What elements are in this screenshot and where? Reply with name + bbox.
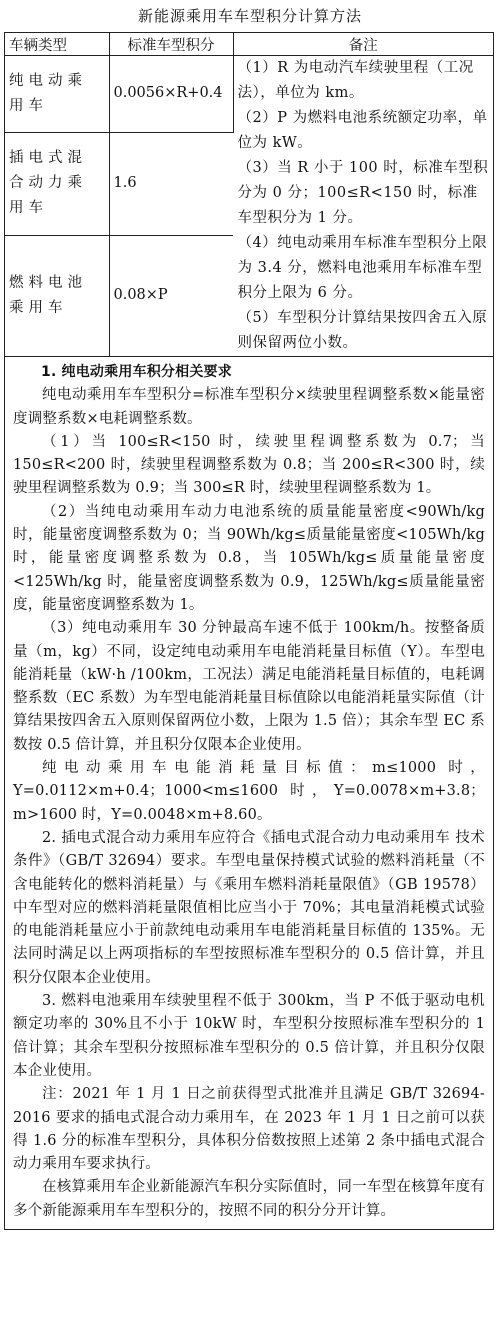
section-heading: 1. 纯电动乘用车积分相关要求 [41, 364, 232, 380]
note-item: （4）纯电动乘用车标准车型积分上限为 3.4 分，燃料电池乘用车标准车型积分上限为 6 分。 [237, 235, 488, 301]
vehicle-type-cell: 燃料电池乘用车 [5, 235, 109, 356]
formula-cell: 1.6 [109, 132, 233, 235]
header-vehicle-type: 车辆类型 [5, 33, 109, 56]
document-frame [4, 32, 494, 1230]
body-paragraph: （1）当 100≤R<150 时，续驶里程调整系数为 0.7；当 150≤R<200 时，续驶里程调整系数为 0.8；当 200≤R<300 时，续驶里程调整系数为 0.9；当 300≤R 时，续驶里程调整系数为 1。 [13, 433, 485, 497]
body-paragraph: 2. 插电式混合动力乘用车应符合《插电式混合动力电动乘用车 技术条件》（GB/T 32694）要求。车型电量保持模式试验的燃料消耗量（不含电能转化的燃料消耗量）与《乘用车燃料消耗量限值》（GB 19578）中车型对应的燃料消耗量限值相比应当小于 70%；其电量消耗模式试验的电能消耗量应小于前款纯电动乘用车电能消耗量目标值的 135%。无法同时满足以上两项指标的车型按照标准车型积分的 0.5 倍计算，并且积分仅限本企业使用。 [13, 829, 485, 986]
body-paragraph: 在核算乘用车企业新能源汽车积分实际值时，同一车型在核算年度有多个新能源乘用车车型积分的，按照不同的积分分开计算。 [13, 1179, 485, 1219]
document-title: 新能源乘用车车型积分计算方法 [137, 7, 362, 25]
table-row [5, 56, 493, 133]
body-paragraph: 纯电动乘用车电能消耗量目标值：m≤1000 时，Y=0.0112×m+0.4；1000<m≤1600 时，Y=0.0078×m+3.8；m>1600 时，Y=0.0048×m+8.60。 [13, 760, 485, 823]
table-header-row [5, 33, 493, 56]
note-item: （1）R 为电动汽车续驶里程（工况法），单位为 km。 [237, 60, 474, 101]
body-paragraph: 3. 燃料电池乘用车续驶里程不低于 300km，当 P 不低于驱动电机额定功率的 30%且不小于 10kW 时，车型积分按照标准车型积分的 1 倍计算；其余车型积分按照标准车型积分的 0.5 倍计算，并且积分仅限本企业使用。 [13, 993, 485, 1079]
body-paragraph: （2）当纯电动乘用车动力电池系统的质量能量密度<90Wh/kg 时，能量密度调整系数为 0；当 90Wh/kg≤质量能量密度<105Wh/kg 时，能量密度调整系数为 0.8，当 105Wh/kg≤质量能量密度<125Wh/kg 时，能量密度调整系数为 0.9，125Wh/kg≤质量能量密度，能量密度调整系数为 1。 [13, 503, 485, 613]
body-paragraph: 注：2021 年 1 月 1 日之前获得型式批准并且满足 GB/T 32694-2016 要求的插电式混合动力乘用车，在 2023 年 1 月 1 日之前可以获得 1.6 分的标准车型积分，具体积分倍数按照上述第 2 条中插电式混合动力乘用车要求执行。 [13, 1086, 485, 1173]
header-standard-points: 标准车型积分 [109, 33, 233, 56]
points-table [5, 33, 493, 357]
note-item: （3）当 R 小于 100 时，标准车型积分为 0 分；100≤R<150 时，标准车型积分为 1 分。 [237, 160, 489, 226]
header-notes: 备注 [233, 33, 493, 56]
formula-cell: 0.0056×R+0.4 [109, 56, 233, 133]
note-item: （2）P 为燃料电池系统额定功率，单位为 kW。 [237, 110, 488, 151]
formula-cell: 0.08×P [109, 235, 233, 356]
note-item: （5）车型积分计算结果按四舍五入原则保留两位小数。 [237, 310, 488, 351]
vehicle-type-cell: 插电式混合动力乘用车 [5, 132, 109, 235]
vehicle-type-cell: 纯电动乘用车 [5, 56, 109, 133]
body-paragraph: （3）纯电动乘用车 30 分钟最高车速不低于 100km/h。按整备质量（m，kg）不同，设定纯电动乘用车电能消耗量目标值（Y）。车型电能消耗量（kW·h /100km，工况法）满足电能消耗量目标值的，电耗调整系数（EC 系数）为车型电能消耗量目标值除以电能消耗量实际值（计算结果按四舍五入原则保留两位小数，上限为 1.5 倍）；其余车型 EC 系数按 0.5 倍计算，并且积分仅限本企业使用。 [13, 620, 485, 753]
body-paragraph: 纯电动乘用车车型积分=标准车型积分×续驶里程调整系数×能量密度调整系数×电耗调整系数。 [13, 387, 485, 427]
requirements-section [5, 357, 493, 1229]
notes-cell [233, 56, 493, 357]
